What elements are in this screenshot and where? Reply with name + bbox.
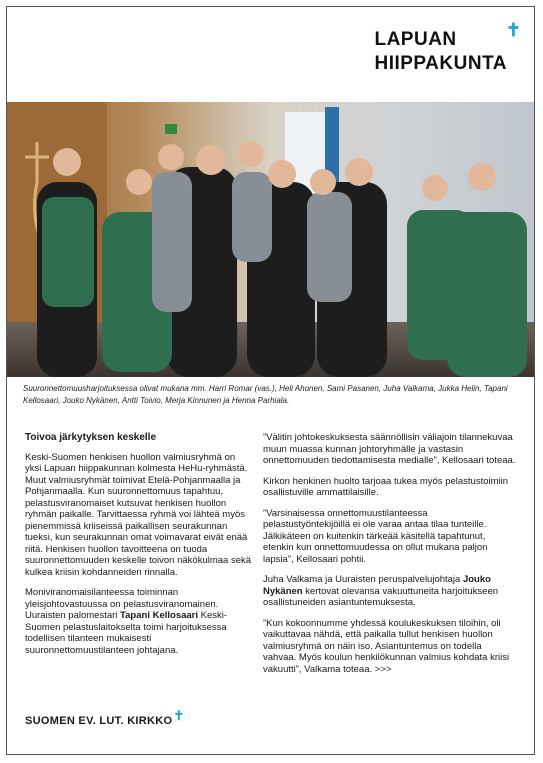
logo-line-2: HIIPPAKUNTA <box>374 53 507 74</box>
paragraph: Keski-Suomen henkisen huollon valmiusryhmä on yksi Lapuan hiippakunnan kolmesta HeHu-ryhmästä. Muut valmiusryhmät toimivat Etelä-Pohjanmaalla ja Pohjanmaalla. Kun suuronnettomuus tapahtuu, pelastusviranomaiset kutsuvat henkisen huollon ryhmän paikalle. Tarvittaessa ryhmä voi lähteä myös pienemmissä kriiseissä paikallisen seurakunnan tueksi, kun seurakunnan omat voimavarat eivät enää riitä. Henkisen huollon tavoitteena on tuoda suuronnettomuuden keskelle toivon näkökulmaa sekä kulkea kriisin kohdanneiden rinnalla. <box>25 451 252 578</box>
name-highlight: Tapani Kellosaari <box>120 610 199 621</box>
article-heading: Toivoa järkytyksen keskelle <box>25 432 157 443</box>
paragraph: Kirkon henkinen huolto tarjoaa tukea myös pelastustoimiin osallistuville ammattilaisille. <box>263 475 509 498</box>
church-logo-text: SUOMEN EV. LUT. KIRKKO <box>25 715 173 727</box>
logo-line-1: LAPUAN <box>374 29 457 50</box>
right-column <box>263 432 517 684</box>
cross-icon: ✝ <box>505 20 521 40</box>
church-logo <box>25 708 185 728</box>
diocese-logo <box>374 20 521 76</box>
photo-caption: Suuronnettomuusharjoituksessa olivat mukana mm. Harri Romar (vas.), Heli Ahonen, Sami Pasanen, Juha Valkama, Jukka Helin, Tapani Kellosaari, Jouko Nykänen, Antti Toivio, Merja Kinnunen ja Henna Parhiala. <box>23 384 508 405</box>
group-photo <box>7 102 534 377</box>
paragraph: Juha Valkama ja Uuraisten peruspalvelujohtaja Jouko Nykänen kertovat olevansa vakuuttuneita harjoitukseen osallistuneiden asiantuntemuksesta. <box>263 574 499 608</box>
name-highlight: Jouko Nykänen <box>263 574 491 597</box>
paragraph: Moniviranomaisilanteessa toiminnan yleisjohtovastuussa on pelastusviranomainen. Uuraisten palomestari Tapani Kellosaari Keski-Suomen pelastuslaitokselta toimi harjoituksessa todellisen tilanteen mukaisesti suuronnettomuustilanteen johtajana. <box>25 587 228 656</box>
left-column <box>25 432 253 665</box>
cross-icon: ✝ <box>173 708 185 723</box>
paragraph: ”Välitin johtokeskuksesta säännöllisin väliajoin tilannekuvaa muun muassa kunnan johtoryhmälle ja vastasin onnettomuuden tiedottamisesta medialle”, Kellosaari toteaa. <box>263 432 516 466</box>
paragraph: ”Varsinaisessa onnettomuustilanteessa pelastustyöntekijöillä ei ole varaa antaa tilaa tunteille. Jälkikäteen on kuitenkin tärkeää käsitellä tapahtunut, etenkin kun onnettomuudessa on ollut mukana paljon lapsia”, Kellosaari pohtii. <box>263 507 488 565</box>
paragraph: ”Kun kokoonnumme yhdessä koulukeskuksen tiloihin, oli vaikuttavaa nähdä, että paikalla tullut henkisen huollon valmiusryhmä on näin iso. Asiantuntemus on todella vahvaa. Myös koulun henkilökunnan valmius kohdata kriisi vakuutti”, Valkama toteaa. >>> <box>263 617 510 675</box>
